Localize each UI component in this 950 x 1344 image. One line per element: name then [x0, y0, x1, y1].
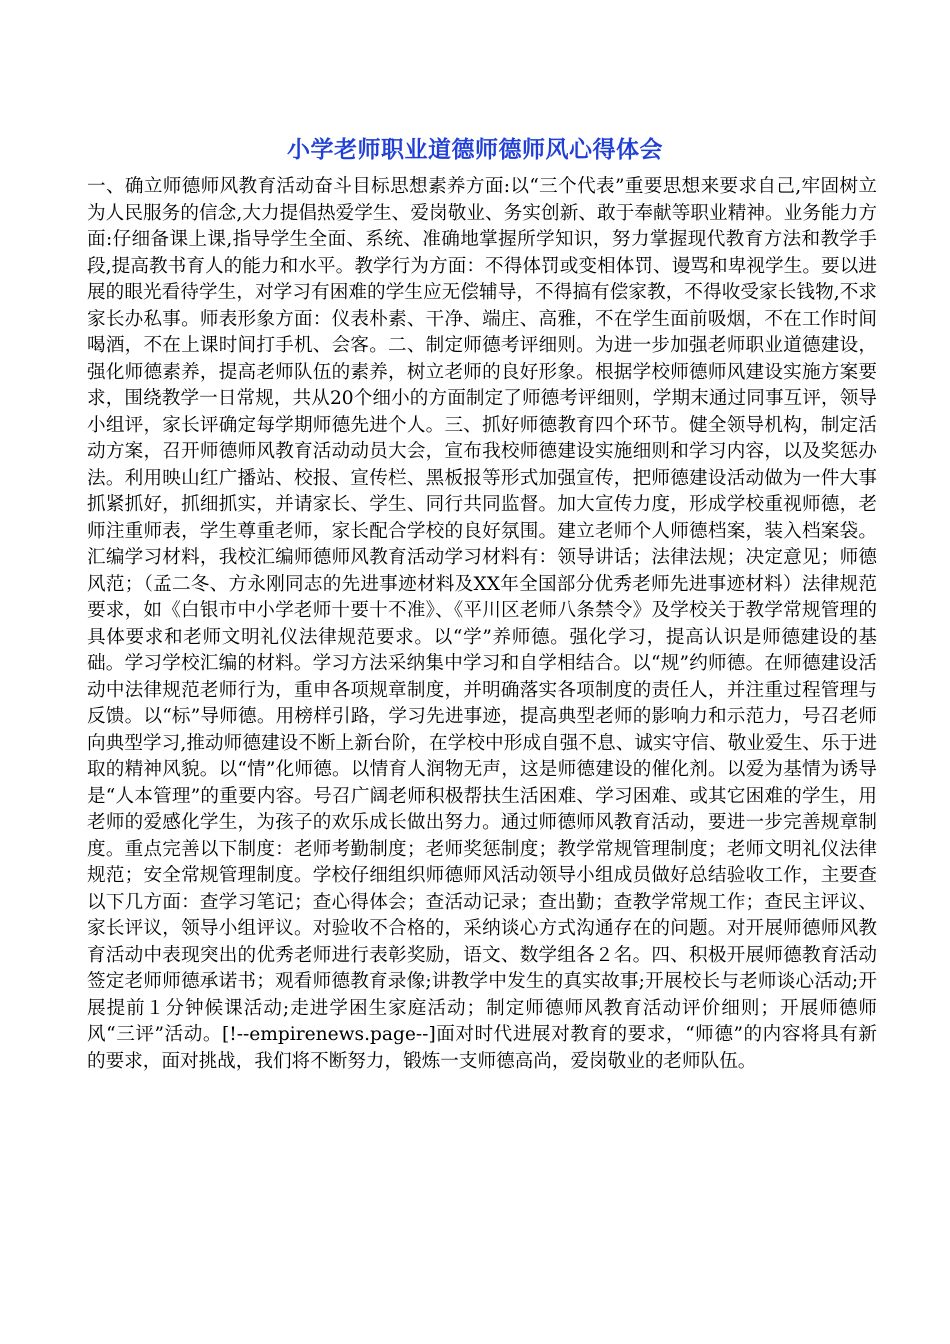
- document-title: 小学老师职业道德师德师风心得体会: [287, 137, 663, 163]
- document-body: 一、确立师德师风教育活动奋斗目标思想素养方面:以“三个代表”重要思想来要求自己,牢固树立为人民服务的信念,大力提倡热爱学生、爱岗敬业、务实创新、敢于奉献等职业精神。业务能力方面:仔细备课上课,指导学生全面、系统、准确地掌握所学知识，努力掌握现代教育方法和教学手段,提高教书育人的能力和水平。教学行为方面：不得体罚或变相体罚、谩骂和卑视学生。要以进展的眼光看待学生，对学习有困难的学生应无偿辅导，不得搞有偿家教，不得收受家长钱物,不求家长办私事。师表形象方面：仪表朴素、干净、端庄、高雅，不在学生面前吸烟，不在工作时间喝酒，不在上课时间打手机、会客。二、制定师德考评细则。为进一步加强老师职业道德建设，强化师德素养，提高老师队伍的素养，树立老师的良好形象。根据学校师德师风建设实施方案要求，围绕教学一日常规，共从20个细小的方面制定了师德考评细则，学期末通过同事互评，领导小组评，家长评确定每学期师德先进个人。三、抓好师德教育四个环节。健全领导机构，制定活动方案，召开师德师风教育活动动员大会，宣布我校师德建设实施细则和学习内容，以及奖惩办法。利用映山红广播站、校报、宣传栏、黑板报等形式加强宣传，把师德建设活动做为一件大事抓紧抓好，抓细抓实，并请家长、学生、同行共同监督。加大宣传力度，形成学校重视师德，老师注重师表，学生尊重老师，家长配合学校的良好氛围。建立老师个人师德档案，装入档案袋。汇编学习材料，我校汇编师德师风教育活动学习材料有：领导讲话；法律法规；决定意见；师德风范；（孟二冬、方永刚同志的先进事迹材料及XX年全国部分优秀老师先进事迹材料）法律规范要求，如《白银市中小学老师十要十不准》、《平川区老师八条禁令》及学校关于教学常规管理的具体要求和老师文明礼仪法律规范要求。以“学”养师德。强化学习，提高认识是师德建设的基础。学习学校汇编的材料。学习方法采纳集中学习和自学相结合。以“规”约师德。在师德建设活动中法律规范老师行为，重申各项规章制度，并明确落实各项制度的责任人，并注重过程管理与反馈。以“标”导师德。用榜样引路，学习先进事迹，提高典型老师的影响力和示范力，号召老师向典型学习,推动师德建设不断上新台阶，在学校中形成自强不息、诚实守信、敬业爱生、乐于进取的精神风貌。以“情”化师德。以情育人润物无声，这是师德建设的催化剂。以爱为基情为诱导是“人本管理”的重要内容。号召广阔老师积极帮扶生活困难、学习困难、或其它困难的学生，用老师的爱感化学生，为孩子的欢乐成长做出努力。通过师德师风教育活动，要进一步完善规章制度。重点完善以下制度：老师考勤制度；老师奖惩制度；教学常规管理制度；老师文明礼仪法律规范；安全常规管理制度。学校仔细组织师德师风活动领导小组成员做好总结验收工作，主要查以下几方面：查学习笔记；查心得体会；查活动记录；查出勤；查教学常规工作；查民主评议、家长评议，领导小组评议。对验收不合格的，采纳谈心方式沟通存在的问题。对开展师德师风教育活动中表现突出的优秀老师进行表彰奖励，语文、数学组各２名。四、积极开展师德教育活动签定老师师德承诺书；观看师德教育录像;讲教学中发生的真实故事;开展校长与老师谈心活动;开展提前１分钟候课活动;走进学困生家庭活动；制定师德师风教育活动评价细则；开展师德师风“三评”活动。[!--empirenews.page--]面对时代进展对教育的要求，“师德”的内容将具有新的要求，面对挑战，我们将不断努力，锻炼一支师德高尚，爱岗敬业的老师队伍。: [87, 176, 877, 1072]
